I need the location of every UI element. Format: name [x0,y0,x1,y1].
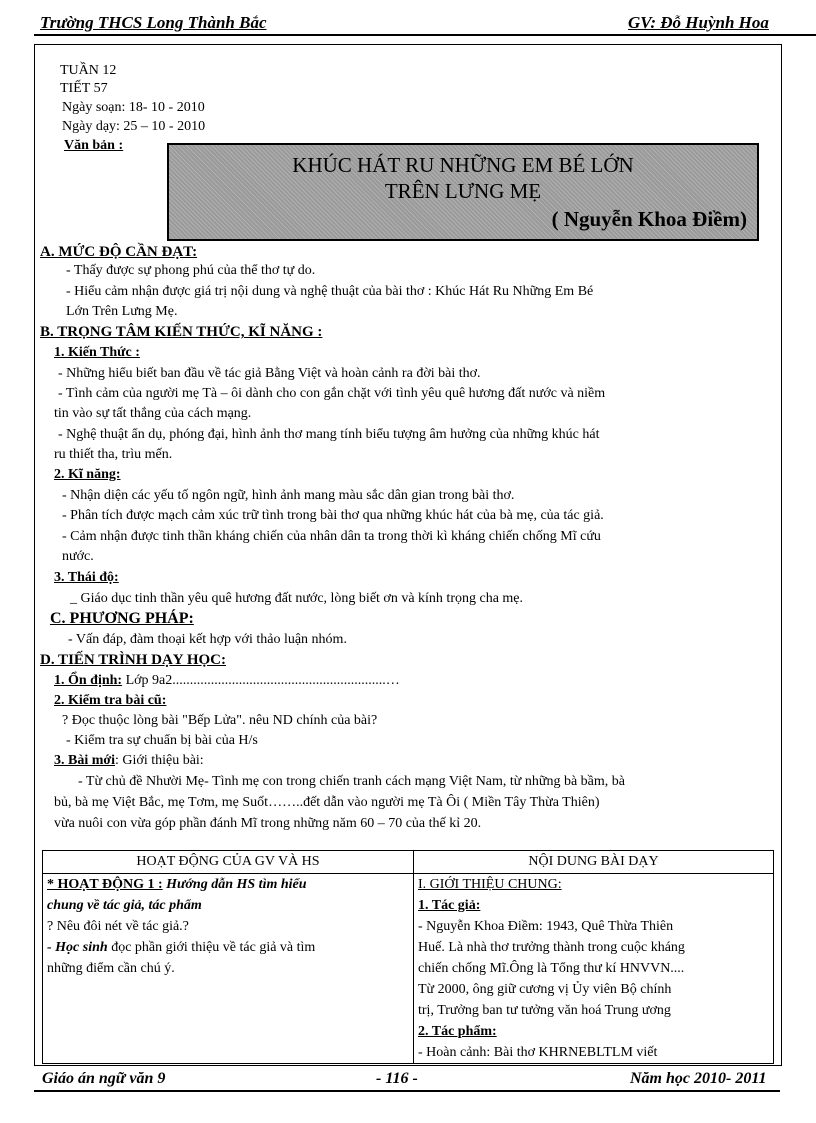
activity-table [42,850,774,1064]
title-box [167,143,759,241]
activity-cell [43,874,414,1064]
footer-book: Giáo án ngữ văn 9 [42,1070,166,1087]
step-1 [54,672,400,689]
lesson: TIẾT 57 [60,81,108,96]
student-task: đọc phần giới thiệu về tác giả và tìm [107,940,316,955]
column-header-activities: HOẠT ĐỘNG CỦA GV VÀ HS [43,851,414,874]
section-c-heading: C. PHƯƠNG PHÁP: [50,610,194,627]
author-line-1: - Nguyễn Khoa Điềm: 1943, Quê Thừa Thiên [418,919,674,934]
step-3-line-1: - Từ chủ đề Nhười Mẹ- Tình mẹ con trong chiến tranh cách mạng Việt Nam, từ những bà bầm, bà [78,774,625,789]
knowledge-line-2b: tin vào sự tất thắng của cách mạng. [54,406,252,421]
author-line-3: chiến chống Mĩ.Ông là Tổng thư kí HNVVN.... [418,961,685,976]
column-header-content: NỘI DUNG BÀI DẠY [414,851,774,874]
author-line-5: trị, Trưởng ban tư tưởng văn hoá Trung ương [418,1003,671,1018]
section-a-heading: A. MỨC ĐỘ CẦN ĐẠT: [40,244,198,260]
skills-line-2: - Phân tích được mạch cảm xúc trữ tình trong bài thơ qua những khúc hát của bà mẹ, của tác giả. [62,508,604,523]
skills-line-3b: nước. [62,549,94,564]
text-label: Văn bản : [64,138,124,153]
teacher-name: GV: Đỗ Huỳnh Hoa [628,13,769,32]
step-3-heading: 3. Bài mới [54,753,116,768]
attitude-line-1: _ Giáo dục tinh thần yêu quê hương đất nước, lòng biết ơn và kính trọng cha mẹ. [70,591,524,606]
activity-1-desc-2: chung về tác giả, tác phẩm [47,898,202,913]
section-a-line-3: Lớn Trên Lưng Mẹ. [66,304,178,319]
author-line-2: Huế. Là nhà thơ trưởng thành trong cuộc kháng [418,940,685,955]
footer-page-number: - 116 - [376,1070,418,1087]
step-1-heading: 1. Ổn định: [54,673,123,688]
work-line-1: - Hoàn cảnh: Bài thơ KHRNEBLTLM viết [418,1045,658,1060]
step-2-line-2: - Kiểm tra sự chuẩn bị bài của H/s [66,733,258,748]
step-2-heading: 2. Kiểm tra bài cũ: [54,693,167,708]
section-a-line-1: - Thấy được sự phong phú của thể thơ tự do. [66,263,316,278]
activity-1-label: * HOẠT ĐỘNG 1 : [47,877,163,892]
step-2-line-1: ? Đọc thuộc lòng bài "Bếp Lửa". nêu ND chính của bài? [62,713,378,728]
step-3 [54,752,204,769]
section-d-heading: D. TIẾN TRÌNH DẠY HỌC: [40,652,226,668]
knowledge-line-1: - Những hiểu biết ban đầu về tác giả Bằng Việt và hoàn cảnh ra đời bài thơ. [58,366,481,381]
author-heading: 1. Tác giả: [418,898,481,913]
section-c-line-1: - Vấn đáp, đàm thoại kết hợp với thảo luận nhóm. [68,632,347,647]
section-b-heading: B. TRỌNG TÂM KIẾN THỨC, KĨ NĂNG : [40,324,323,340]
step-1-text: Lớp 9a2.............................................................… [122,673,400,688]
content-heading: I. GIỚI THIỆU CHUNG: [418,877,562,892]
activity-question: ? Nêu đôi nét về tác giả.? [47,919,189,934]
student-label: - Học sinh [47,940,108,955]
activity-1-title [47,874,409,895]
skills-line-3a: - Cảm nhận được tinh thần kháng chiến của nhân dân ta trong thời kì kháng chiến chống Mĩ cứu [62,529,601,544]
title-line-1: KHÚC HÁT RU NHỮNG EM BÉ LỚN [292,153,634,177]
skills-heading: 2. Kĩ năng: [54,467,121,482]
student-task-2: những điểm cần chú ý. [47,961,175,976]
table-header-row [43,851,774,874]
activity-student [47,937,409,958]
footer-year: Năm học 2010- 2011 [630,1070,767,1087]
school-name: Trường THCS Long Thành Bắc [40,13,267,32]
title-author: ( Nguyễn Khoa Điềm) [551,207,747,231]
week: TUẦN 12 [60,63,117,78]
step-3-line-2: bủ, bà mẹ Việt Bắc, mẹ Tơm, mẹ Suốt……..đết dẫn vào người mẹ Tà Ôi ( Miền Tây Thừa Thiên) [54,795,600,810]
knowledge-line-3a: - Nghệ thuật ẩn dụ, phóng đại, hình ảnh thơ mang tính biểu tượng âm hưởng của những khúc hát [58,427,600,442]
section-a-line-2: - Hiểu cảm nhận được giá trị nội dung và nghệ thuật của bài thơ : Khúc Hát Ru Những Em Bé [66,284,594,299]
step-3-intro: : Giới thiệu bài: [115,753,204,768]
author-line-4: Từ 2000, ông giữ cương vị Ủy viên Bộ chính [418,982,672,997]
attitude-heading: 3. Thái độ: [54,570,119,585]
table-row [43,874,774,1064]
date-prepared: Ngày soạn: 18- 10 - 2010 [62,100,205,115]
skills-line-1: - Nhận diện các yếu tố ngôn ngữ, hình ảnh mang màu sắc dân gian trong bài thơ. [62,488,515,503]
knowledge-heading: 1. Kiến Thức : [54,345,140,360]
knowledge-line-3b: ru thiết tha, trìu mến. [54,447,173,462]
step-3-line-3: vừa nuôi con vừa góp phần đánh Mĩ trong những năm 60 – 70 của thế kỉ 20. [54,816,482,831]
knowledge-line-2a: - Tình cảm của người mẹ Tà – ôi dành cho con gắn chặt với tình yêu quê hương đất nước và niềm [58,386,606,401]
title-line-2: TRÊN LƯNG MẸ [384,179,542,203]
date-taught: Ngày dạy: 25 – 10 - 2010 [62,119,206,134]
content-cell [414,874,774,1064]
page-header [34,8,816,36]
page-footer [34,1068,780,1092]
work-heading: 2. Tác phẩm: [418,1024,497,1039]
activity-1-desc: Hướng dẫn HS tìm hiểu [162,877,307,892]
